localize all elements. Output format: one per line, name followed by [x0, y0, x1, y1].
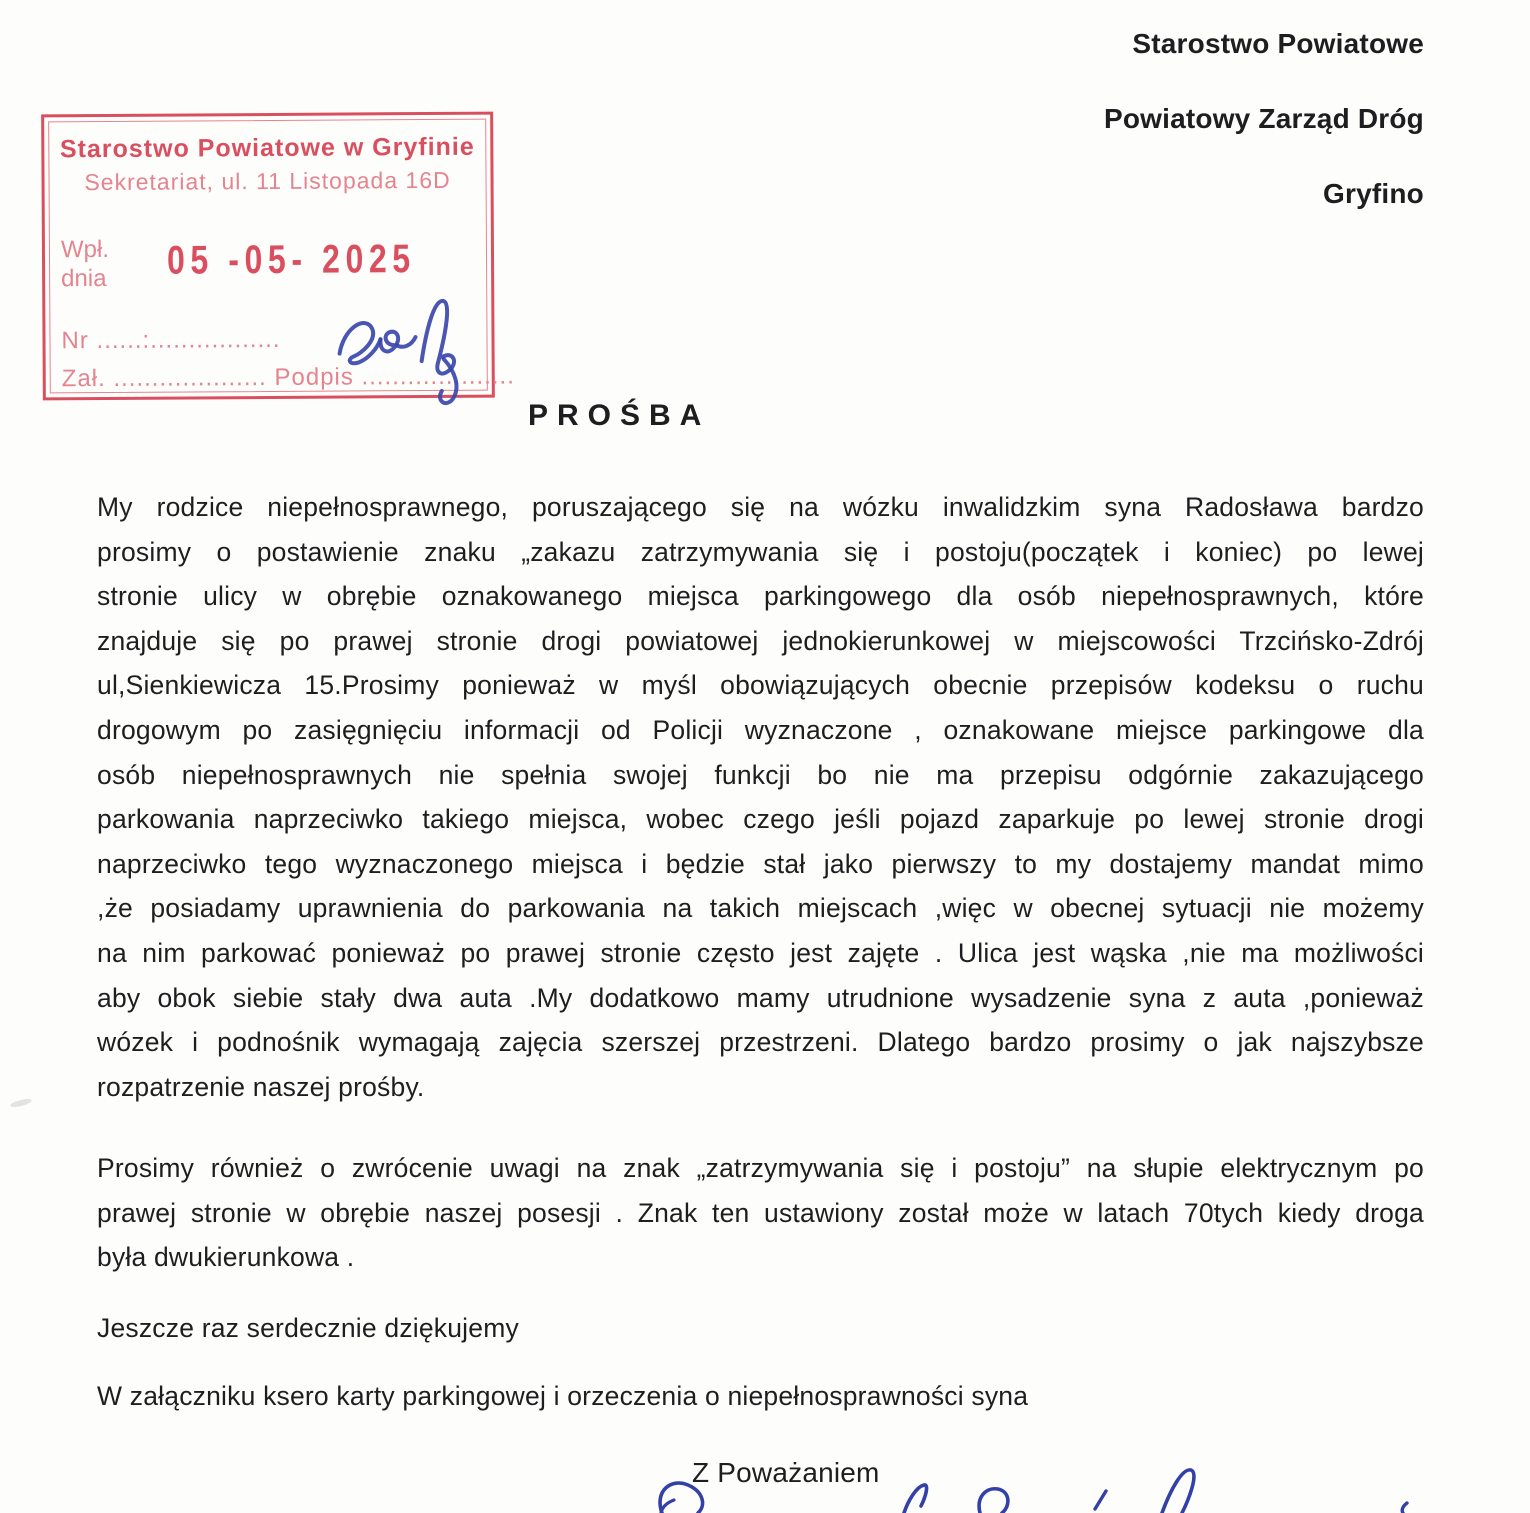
- body-text-line: aby obok siebie stały dwa auta .My dodatkowo mamy utrudnione wysadzenie syna z auta ,ponieważ: [97, 982, 1424, 1013]
- stamp-number-line: Nr ......:.................: [61, 325, 281, 355]
- stamp-received-label-line1: Wpł.: [60, 235, 110, 264]
- body-text-line: Prosimy również o zwrócenie uwagi na znak „zatrzymywania się i postoju” na słupie elektrycznym po: [97, 1153, 1424, 1183]
- thanks-line: Jeszcze raz serdecznie dziękujemy: [97, 1313, 519, 1343]
- body-text-line: na nim parkować ponieważ po prawej stronie często jest zajęte . Ulica jest wąska ,nie ma możliwości: [97, 937, 1424, 968]
- scan-smudge-artifact: [10, 1097, 33, 1108]
- sender-handwritten-signature: [628, 1456, 1428, 1513]
- recipient-line: Gryfino: [1323, 178, 1424, 209]
- body-text-line: prawej stronie w obrębie naszej posesji . Znak ten ustawiony został może w latach 70tych kiedy droga: [97, 1197, 1424, 1228]
- body-text-line: drogowym po zasięgnięciu informacji od Policji wyznaczone , oznakowane miejsce parkingowe dla: [97, 714, 1424, 745]
- body-text-line: parkowania naprzeciwko takiego miejsca, wobec czego jeśli pojazd zaparkuje po lewej stronie drogi: [97, 804, 1424, 835]
- closing-salutation: Z Poważaniem: [692, 1457, 880, 1488]
- recipient-line: Starostwo Powiatowe: [1132, 28, 1424, 59]
- body-text-line: wózek i podnośnik wymagają zajęcia szerszej przestrzeni. Dlatego bardzo prosimy o jak najszybsze: [97, 1027, 1424, 1058]
- stamp-handwritten-signature: [333, 287, 499, 423]
- stamp-office-name: Starostwo Powiatowe w Gryfinie: [59, 132, 475, 164]
- recipient-line: Powiatowy Zarząd Dróg: [1103, 103, 1424, 134]
- body-paragraph-2: [97, 1146, 1424, 1280]
- body-text-line: My rodzice niepełnosprawnego, poruszającego się na wózku inwalidzkim syna Radosława bardzo: [97, 492, 1424, 522]
- body-text-line: znajduje się po prawej stronie drogi powiatowej jednokierunkowej w miejscowości Trzcińsko-Zdrój: [97, 625, 1424, 656]
- body-text-line: stronie ulicy w obrębie oznakowanego miejsca parkingowego dla osób niepełnosprawnych, które: [97, 581, 1424, 612]
- body-text-line: naprzeciwko tego wyznaczonego miejsca i będzie stał jako pierwszy to my dostajemy mandat mimo: [97, 848, 1424, 879]
- received-stamp: [41, 112, 515, 401]
- stamp-attachments-signature-line: Zał. .................... Podpis ....................: [61, 362, 515, 393]
- body-text-line: była dwukierunkowa .: [97, 1242, 355, 1273]
- body-text-line: osób niepełnosprawnych nie spełnia swojej funkcji bo nie ma przepisu odgórnie zakazującego: [97, 759, 1424, 790]
- stamp-received-date: 05 -05- 2025: [166, 237, 416, 283]
- attachments-line: W załączniku ksero karty parkingowej i orzeczenia o niepełnosprawności syna: [97, 1381, 1029, 1411]
- recipient-block: [1104, 28, 1424, 253]
- body-text-line: ,że posiadamy uprawnienia do parkowania na takich miejscach ,więc w obecnej sytuacji nie możemy: [97, 893, 1424, 924]
- document-title: PROŚBA: [528, 399, 711, 432]
- body-paragraph-1: [97, 485, 1424, 1109]
- stamp-received-label: [61, 235, 109, 293]
- body-text-line: rozpatrzenie naszej prośby.: [97, 1071, 425, 1102]
- stamp-received-label-line2: dnia: [61, 264, 107, 293]
- stamp-office-address: Sekretariat, ul. 11 Listopada 16D: [84, 166, 451, 196]
- body-text-line: ul,Sienkiewicza 15.Prosimy ponieważ w myśl obowiązujących obecnie przepisów kodeksu o ruchu: [97, 670, 1424, 701]
- body-text-line: prosimy o postawienie znaku „zakazu zatrzymywania się i postoju(początek i koniec) po lewej: [97, 536, 1424, 567]
